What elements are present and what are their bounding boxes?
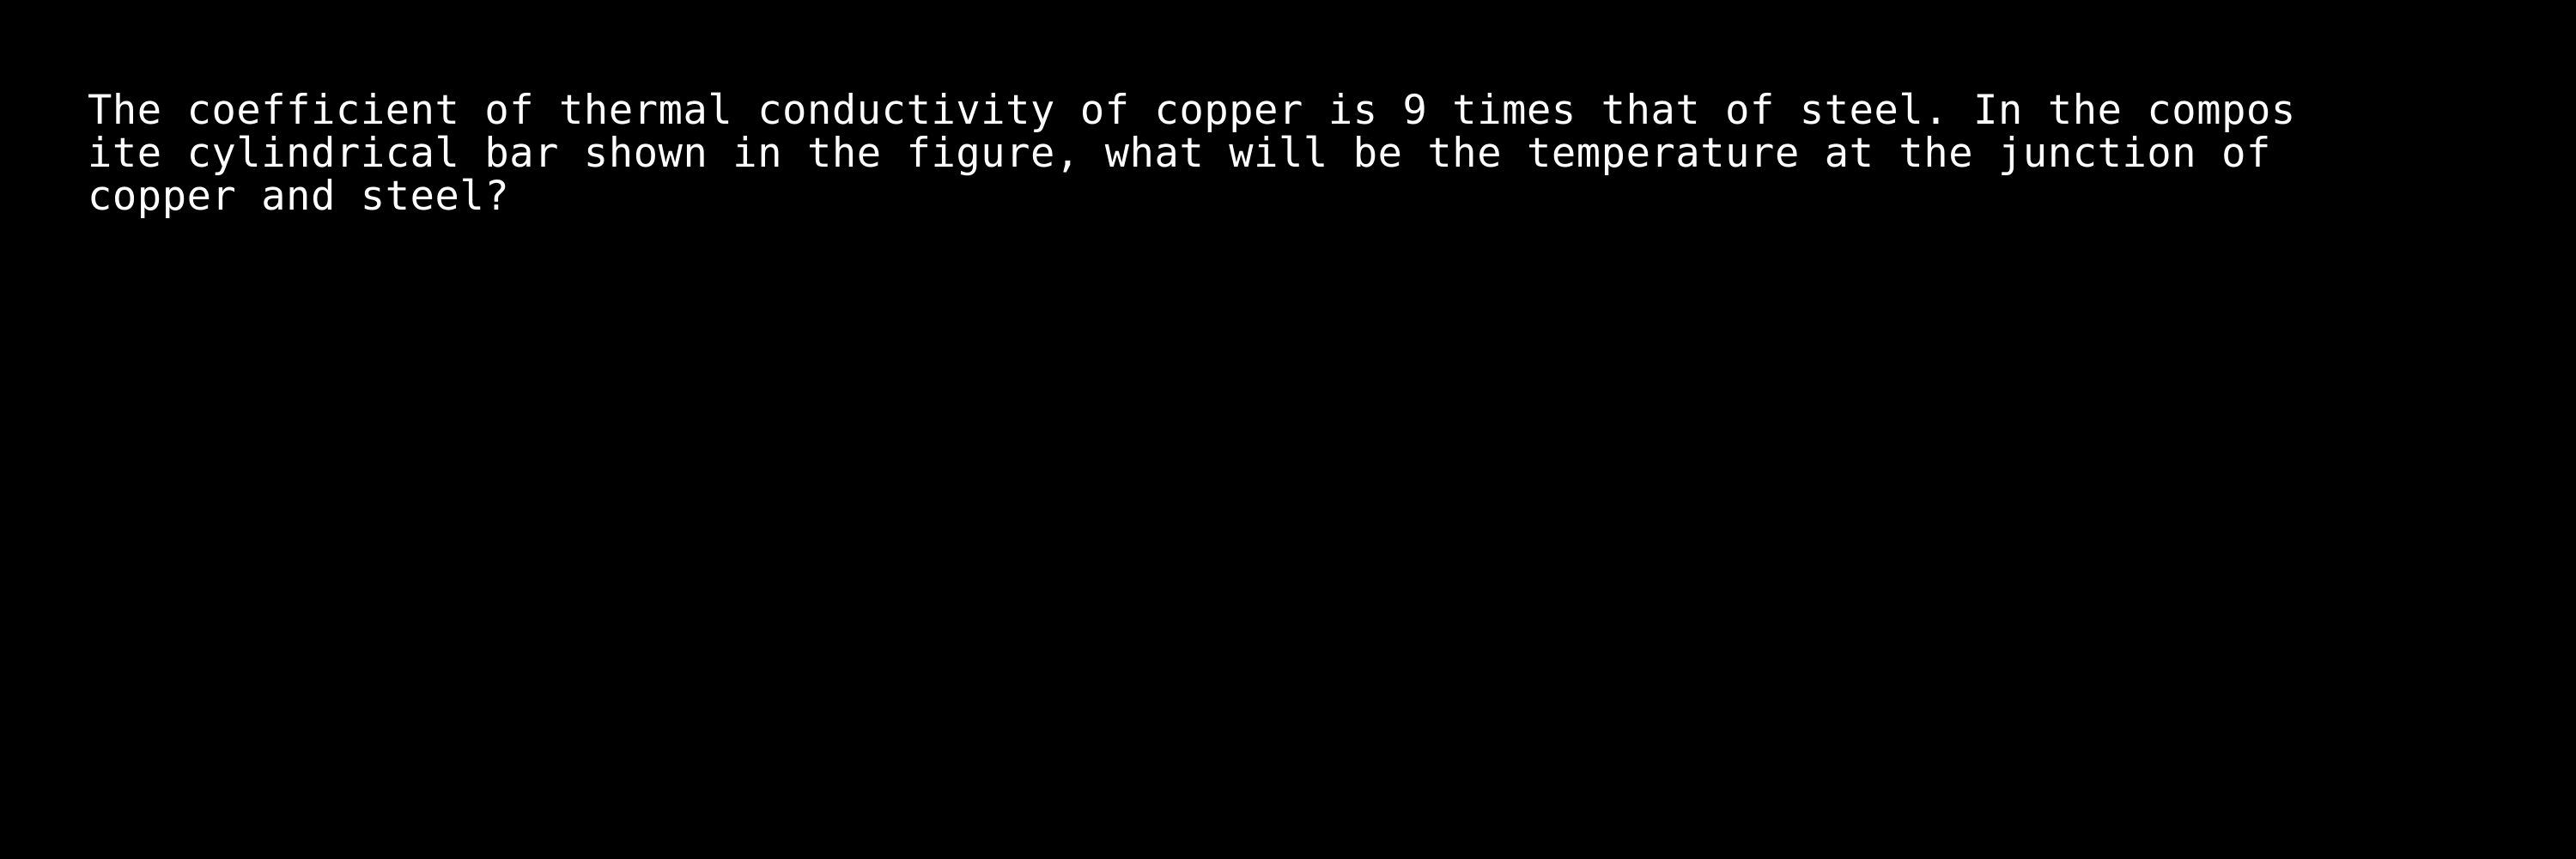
question-line-1: The coefficient of thermal conductivity of copper is 9 times that of steel. In the compos [88, 87, 2296, 134]
question-line-3: copper and steel? [88, 173, 510, 220]
question-line-2: ite cylindrical bar shown in the figure, what will be the temperature at the junction of [88, 130, 2271, 177]
question-text [88, 89, 2296, 218]
